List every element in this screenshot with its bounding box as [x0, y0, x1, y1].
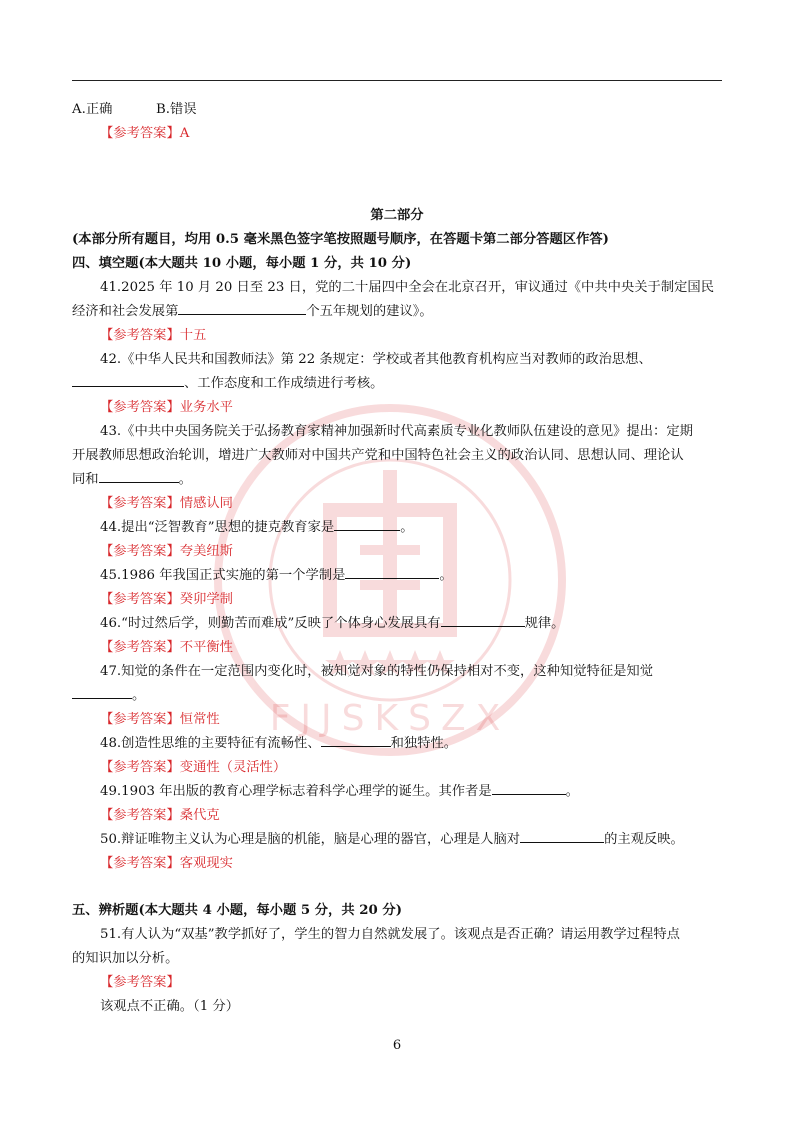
section5-title: 五、辨析题(本大题共 4 小题，每小题 5 分，共 20 分) [72, 903, 403, 918]
part-title: 第二部分 [370, 208, 424, 223]
q45-line: 45.1986 年我国正式实施的第一个学制是 。 [72, 564, 722, 588]
q44-blank[interactable] [334, 516, 400, 531]
q47-blank[interactable] [72, 684, 132, 699]
q40-options [72, 98, 722, 122]
q48-answer: 【参考答案】变通性（灵活性） [100, 760, 287, 775]
q51-answer-text: 该观点不正确。（1 分） [100, 999, 240, 1014]
q42-answer: 【参考答案】业务水平 [100, 400, 233, 415]
q47-line2: 。 [72, 684, 722, 708]
option-b: B.错误 [156, 102, 197, 117]
header-rule [72, 80, 722, 81]
q51-line1: 51.有人认为“双基”教学抓好了，学生的智力自然就发展了。该观点是否正确？请运用教学过程特点 [100, 927, 680, 942]
q50-answer: 【参考答案】客观现实 [100, 856, 233, 871]
q45-blank[interactable] [345, 564, 439, 579]
q46-line: 46.“时过然后学，则勤苦而难成”反映了个体身心发展具有 规律。 [72, 612, 722, 636]
q51-line2: 的知识加以分析。 [72, 951, 179, 966]
q47-answer: 【参考答案】恒常性 [100, 712, 220, 727]
q42-line2: 、工作态度和工作成绩进行考核。 [72, 372, 722, 396]
q46-answer: 【参考答案】不平衡性 [100, 640, 233, 655]
option-a: A.正确 [72, 102, 113, 117]
q49-blank[interactable] [492, 780, 566, 795]
q42-blank[interactable] [72, 372, 184, 387]
q49-answer: 【参考答案】桑代克 [100, 808, 220, 823]
q45-answer: 【参考答案】癸卯学制 [100, 592, 233, 607]
q41-answer: 【参考答案】十五 [100, 328, 207, 343]
page-number: 6 [392, 1038, 402, 1053]
q41-blank[interactable] [178, 300, 306, 315]
q49-line: 49.1903 年出版的教育心理学标志着科学心理学的诞生。其作者是 。 [72, 780, 722, 804]
q41-line2: 经济和社会发展第 个五年规划的建议》。 [72, 300, 722, 324]
section4-title: 四、填空题(本大题共 10 小题，每小题 1 分，共 10 分) [72, 256, 412, 271]
q46-blank[interactable] [441, 612, 525, 627]
q43-line2: 开展教师思想政治轮训，增进广大教师对中国共产党和中国特色社会主义的政治认同、思想认同、理论认 [72, 448, 684, 463]
q44-answer: 【参考答案】夸美纽斯 [100, 544, 233, 559]
q50-line: 50.辩证唯物主义认为心理是脑的机能，脑是心理的器官，心理是人脑对 的主观反映。 [72, 828, 722, 852]
q43-line1: 43.《中共中央国务院关于弘扬教育家精神加强新时代高素质专业化教师队伍建设的意见》提出：定期 [100, 424, 693, 439]
svg-text:FJJSKSZX: FJJSKSZX [269, 698, 511, 739]
q48-line: 48.创造性思维的主要特征有流畅性、 和独特性。 [72, 732, 722, 756]
q51-answer-label: 【参考答案】 [100, 975, 180, 990]
q44-line: 44.提出“泛智教育”思想的捷克教育家是 。 [72, 516, 722, 540]
q50-blank[interactable] [520, 828, 604, 843]
part-instruction: (本部分所有题目，均用 0.5 毫米黑色签字笔按照题号顺序，在答题卡第二部分答题区作答) [72, 232, 609, 247]
page-content [72, 98, 722, 1019]
q43-blank[interactable] [99, 468, 179, 483]
q41-line1: 41.2025 年 10 月 20 日至 23 日，党的二十届四中全会在北京召开，审议通过《中共中央关于制定国民 [100, 280, 715, 295]
q47-line1: 47.知觉的条件在一定范围内变化时，被知觉对象的特性仍保持相对不变，这种知觉特征是知觉 [100, 664, 654, 679]
q43-line3: 同和 。 [72, 468, 722, 492]
q48-blank[interactable] [321, 732, 391, 747]
q42-line1: 42.《中华人民共和国教师法》第 22 条规定：学校或者其他教育机构应当对教师的政治思想、 [100, 352, 652, 367]
q40-answer: 【参考答案】A [100, 126, 190, 141]
q43-answer: 【参考答案】情感认同 [100, 496, 233, 511]
